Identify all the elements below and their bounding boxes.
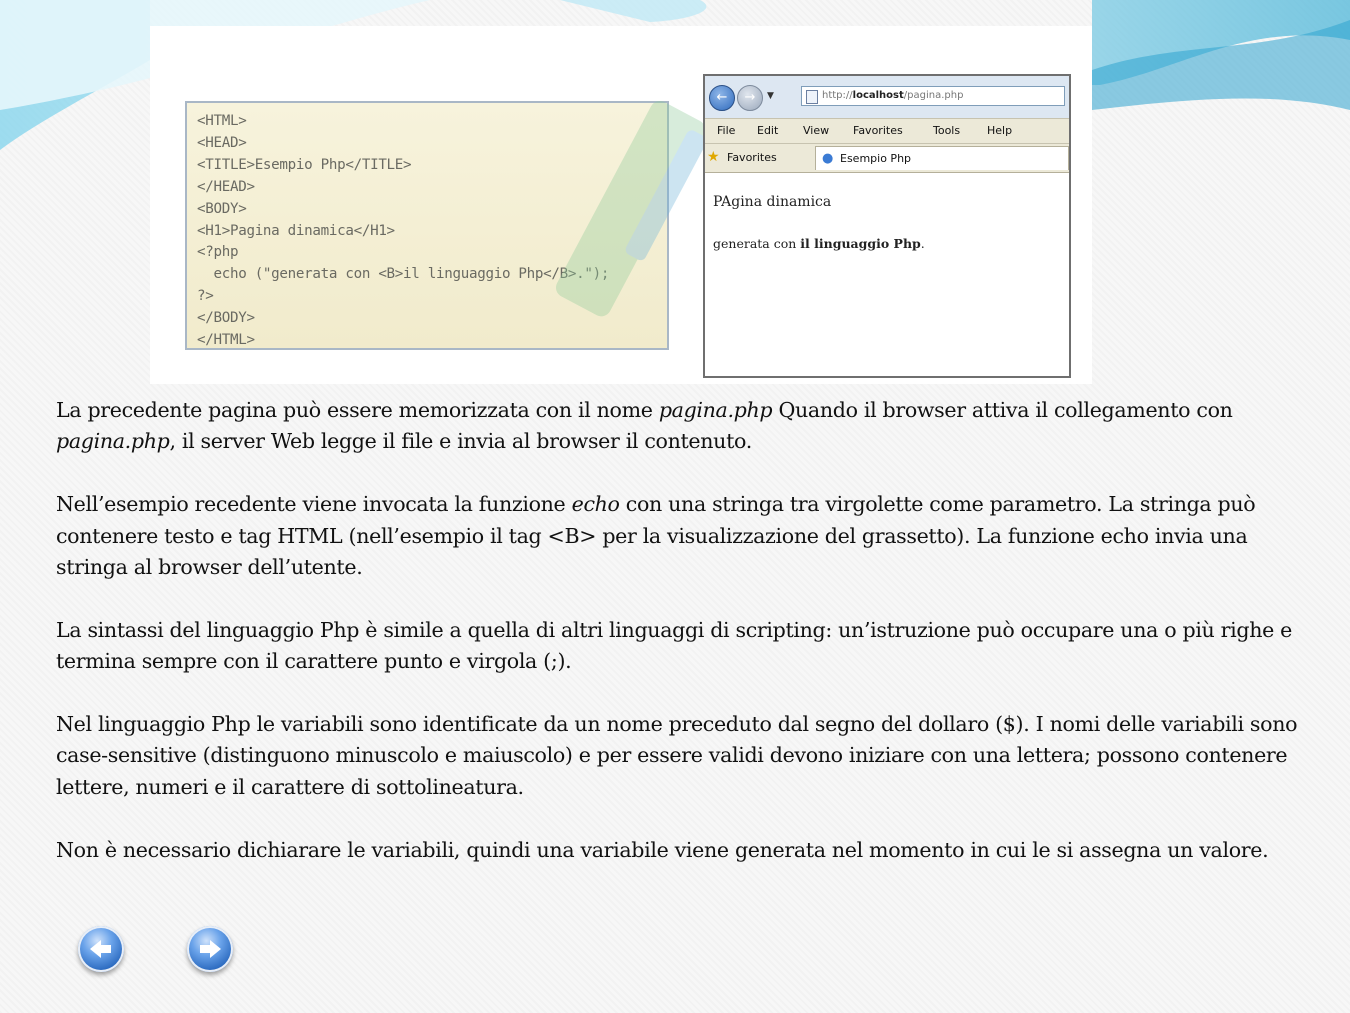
rendered-heading: PAgina dinamica (713, 194, 832, 210)
menu-favorites[interactable]: Favorites (853, 124, 903, 137)
favorites-star-icon[interactable]: ★ (707, 149, 720, 165)
menu-edit[interactable]: Edit (757, 124, 779, 137)
code-lines (197, 111, 609, 352)
favorites-label[interactable]: Favorites (727, 151, 777, 164)
text-span: La precedente pagina può essere memorizzata con il nome (56, 398, 659, 422)
function-italic: echo (571, 492, 620, 517)
browser-favorites-bar (705, 144, 1069, 173)
text-span: Nell’esempio recedente viene invocata la funzione (56, 492, 572, 517)
explanation-text (56, 395, 1306, 897)
paragraph-1 (56, 395, 1306, 458)
code-line: echo ("generata con <B>il linguaggio Php</B>."); (197, 266, 610, 283)
filename-italic: pagina.php (56, 429, 170, 454)
menu-file[interactable]: File (717, 124, 736, 137)
filename-italic: pagina.php (658, 398, 773, 422)
tab-title: Esempio Php (840, 152, 912, 165)
browser-address-row (705, 76, 1069, 118)
text-span: con una stringa tra virgolette come parametro. La stringa può contenere testo e tag HTML (nell’esempio il tag <B> per la visualizzazione del grassetto). La funzione echo invia una stringa al browser dell’utente. (56, 492, 1256, 580)
arrow-right-icon (187, 926, 233, 972)
menu-view[interactable]: View (803, 124, 830, 137)
ie-page-icon: ● (822, 151, 834, 166)
address-bar[interactable] (801, 86, 1065, 106)
code-line: <BODY> (197, 200, 247, 217)
rendered-text-end: . (920, 236, 925, 251)
code-line: </HEAD> (197, 178, 255, 195)
text-span: , il server Web legge il file e invia al browser il contenuto. (169, 429, 752, 454)
paragraph-4: Nel linguaggio Php le variabili sono identificate da un nome preceduto dal segno del dollaro ($). I nomi delle variabili sono case-sensitive (distinguono minuscolo e maiuscolo) e per essere validi devono iniziare con una lettera; possono contenere lettere, numeri e il carattere di sottolineatura. (56, 712, 1298, 799)
next-slide-button[interactable] (187, 926, 233, 972)
browser-back-icon[interactable]: ← (709, 85, 735, 111)
code-line: <HEAD> (197, 134, 247, 151)
rendered-bold-text: il linguaggio Php (800, 236, 921, 251)
previous-slide-button[interactable] (78, 926, 124, 972)
code-line: </BODY> (197, 310, 255, 327)
menu-tools[interactable]: Tools (933, 124, 961, 137)
chevron-down-icon[interactable]: ▼ (767, 91, 774, 101)
code-line: ?> (197, 288, 214, 305)
arrow-left-icon (78, 926, 124, 972)
browser-forward-icon[interactable]: → (737, 85, 763, 111)
text-span: Quando il browser attiva il collegamento con (772, 398, 1233, 422)
rendered-paragraph (713, 236, 925, 251)
rendered-text: generata con (713, 236, 801, 251)
browser-menu-bar (705, 118, 1069, 144)
code-line: <HTML> (197, 113, 247, 129)
code-line: <H1>Pagina dinamica</H1> (197, 222, 395, 239)
browser-window (703, 74, 1071, 378)
browser-tab[interactable] (815, 146, 1069, 170)
paragraph-5: Non è necessario dichiarare le variabili, quindi una variabile viene generata nel momento in cui le si assegna un valore. (56, 837, 1269, 862)
code-line: <?php (197, 244, 239, 261)
menu-help[interactable]: Help (987, 124, 1013, 137)
address-host: localhost (852, 90, 904, 101)
code-line: </HTML> (197, 332, 255, 349)
paragraph-3: La sintassi del linguaggio Php è simile a quella di altri linguaggi di scripting: un’istruzione può occupare una o più righe e termina sempre con il carattere punto e virgola (;). (56, 617, 1293, 674)
address-prefix: http:// (822, 90, 853, 101)
code-line: <TITLE>Esempio Php</TITLE> (197, 156, 412, 173)
address-path: /pagina.php (903, 90, 964, 101)
php-source-code-panel (185, 101, 669, 350)
page-icon (806, 90, 818, 104)
php-example-figure (150, 26, 1092, 384)
paragraph-2 (56, 489, 1306, 583)
